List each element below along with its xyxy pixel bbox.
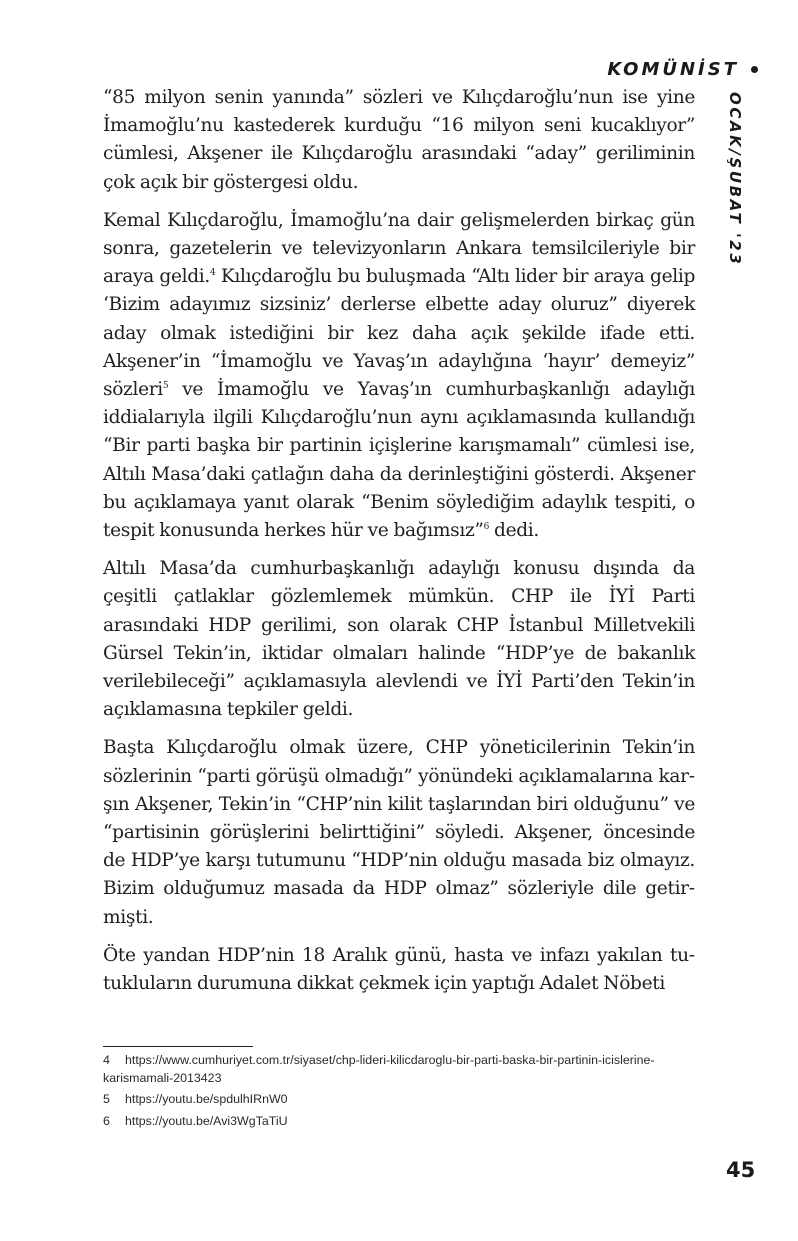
footnote-link[interactable]: https://www.cumhuriyet.com.tr/siyaset/chp-lideri-kilicdaroglu-bir-parti-baska-bir-partinin-icislerine-karismamali-2013423	[103, 1053, 655, 1085]
article-body	[103, 84, 695, 1008]
footnote-4	[103, 1052, 698, 1087]
paragraph-1: “85 milyon senin yanında” sözleri ve Kılıçdaroğlu’nun ise yine İmamoğlu’nu kastederek kurduğu “16 milyon seni kucaklıyor” cümlesi, Akşener ile Kılıçdaroğlu arasındaki “aday” geriliminin çok açık bir göstergesi oldu.	[103, 87, 695, 193]
footnote-number: 6	[103, 1113, 110, 1128]
paragraph-2-part-4: dedi.	[488, 520, 539, 542]
footnotes	[103, 1052, 698, 1134]
paragraph-4: Başta Kılıçdaroğlu olmak üzere, CHP yöneticilerinin Tekin’in sözlerinin “parti görüşü olmadığı” yönündeki açıklamalarına karşın Akşener, Tekin’in “CHP’nin kilit taşlarından biri olduğunu” ve “partisinin görüşlerini belirttiğini” söyledi. Akşener, öncesinde de HDP’ye karşı tutumunu “HDP’nin olduğu masada biz olmayız. Bizim olduğumuz masada da HDP olmaz” sözleriyle dile getirmişti.	[103, 737, 695, 928]
footnote-ref-6[interactable]: 6	[483, 522, 489, 533]
footnote-ref-5[interactable]: 5	[162, 381, 169, 392]
footnote-5	[103, 1091, 698, 1109]
journal-name: KOMÜNİST	[607, 59, 739, 80]
footnote-link[interactable]: https://youtu.be/Avi3WgTaTiU	[125, 1113, 288, 1128]
paragraph-2-part-3: ve İmamoğlu ve Yavaş’ın cumhurbaşkanlığı adaylığı iddialarıyla ilgili Kılıçdaroğlu’nun aynı açıklamasında kullandığı “Bir parti başka bir partinin içişlerine karışmamalı” cümlesi ise, Altılı Masa’daki çatlağın daha da derinleştiğini gösterdi. Akşener bu açıklamaya yanıt olarak “Benim söylediğim adaylık tespiti, o tespit konusunda herkes hür ve bağımsız”	[103, 379, 695, 542]
paragraph-2-part-2: Kılıçdaroğlu bu buluşmada “Altı lider bir araya gelip ‘Bizim adayımız sizsiniz’ derlerse elbette aday oluruz” diyerek aday olmak istediğini bir kez daha açık şekilde ifade etti. Akşener’in “İmamoğlu ve Yavaş’ın adaylığına ‘hayır’ demeyiz” sözleri	[103, 266, 695, 401]
paragraph-2-part-1: Kemal Kılıçdaroğlu, İmamoğlu’na dair gelişmelerden birkaç gün sonra, gazetelerin ve televizyonların Ankara temsilcileriyle bir araya geldi.	[103, 209, 695, 288]
paragraph-3: Altılı Masa’da cumhurbaşkanlığı adaylığı konusu dışında da çeşitli çatlaklar gözlemlemek mümkün. CHP ile İYİ Parti arasındaki HDP gerilimi, son olarak CHP İstanbul Milletvekili Gürsel Tekin’in, iktidar olmaları halinde “HDP’ye de bakanlık verilebileceği” açıklamasıyla alevlendi ve İYİ Parti’den Tekin’in açıklamasına tepkiler geldi.	[103, 558, 695, 721]
bullet-icon	[751, 66, 758, 73]
footnote-6	[103, 1113, 698, 1131]
footnote-divider	[103, 1046, 253, 1047]
footnote-link[interactable]: https://youtu.be/spdulhIRnW0	[125, 1092, 288, 1106]
issue-label: OCAK/ŞUBAT '23	[726, 92, 744, 267]
paragraph-5: Öte yandan HDP’nin 18 Aralık günü, hasta ve infazı yakılan tutukluların durumuna dikkat çekmek için yaptığı Adalet Nöbeti	[103, 944, 695, 995]
paragraph-2	[103, 207, 695, 545]
footnote-number: 4	[103, 1053, 110, 1067]
footnote-number: 5	[103, 1092, 110, 1106]
running-head	[0, 59, 758, 80]
footnote-ref-4[interactable]: 4	[209, 268, 216, 279]
page-number: 45	[726, 1158, 756, 1182]
